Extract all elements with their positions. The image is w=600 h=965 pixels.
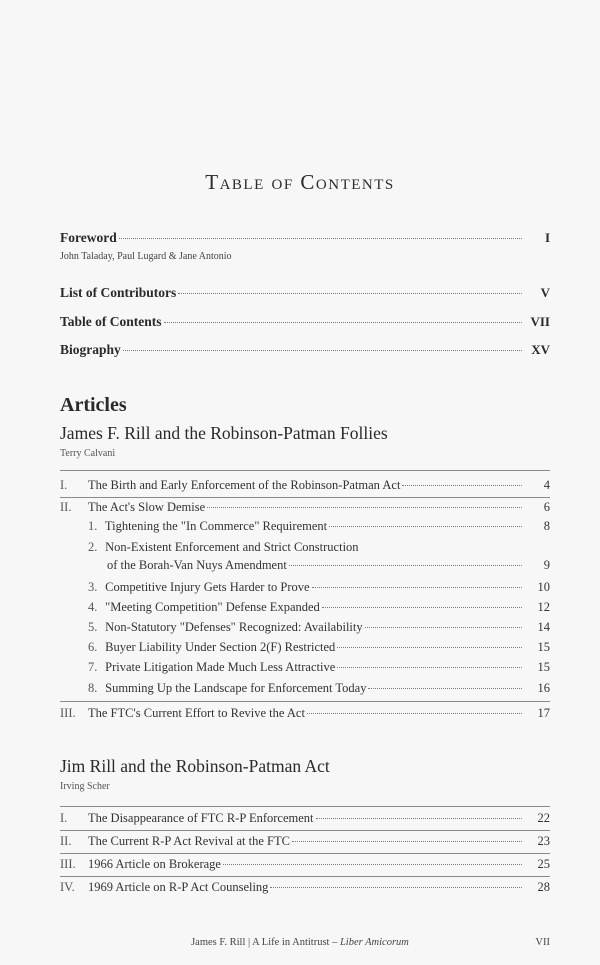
item-number: 2. (88, 540, 98, 554)
toc-section[interactable] (60, 857, 550, 872)
toc-entry-table-of-contents[interactable] (60, 314, 550, 330)
item-label: "Meeting Competition" Defense Expanded (105, 600, 320, 614)
section-page: 17 (537, 706, 550, 720)
entry-label: List of Contributors (60, 285, 177, 300)
dot-leader (312, 587, 522, 588)
entry-page: I (544, 230, 550, 245)
dot-leader (307, 713, 522, 714)
footer-page-number: VII (535, 937, 550, 948)
entry-page: XV (531, 342, 550, 357)
toc-item[interactable] (88, 681, 550, 696)
toc-item-line1[interactable] (88, 540, 550, 555)
section-label: 1966 Article on Brokerage (88, 857, 221, 871)
toc-entry-contributors[interactable] (60, 285, 550, 301)
section-divider (60, 701, 550, 702)
item-label-continued: of the Borah-Van Nuys Amendment (107, 558, 287, 572)
item-page: 8 (543, 519, 550, 533)
section-page: 4 (543, 478, 550, 492)
dot-leader (368, 688, 522, 689)
section-divider (60, 876, 550, 877)
toc-item[interactable] (88, 640, 550, 655)
item-number: 3. (88, 580, 98, 594)
section-number: III. (60, 706, 76, 720)
section-number: I. (60, 811, 68, 825)
section-label: The Disappearance of FTC R-P Enforcement (88, 811, 314, 825)
section-page: 6 (543, 500, 550, 514)
toc-entry-biography[interactable] (60, 342, 550, 358)
dot-leader (402, 485, 522, 486)
section-page: 25 (537, 857, 550, 871)
section-label: The Current R-P Act Revival at the FTC (88, 834, 290, 848)
dot-leader (178, 293, 522, 294)
section-divider (60, 470, 550, 471)
section-divider (60, 853, 550, 854)
section-page: 23 (537, 834, 550, 848)
item-label: Non-Statutory "Defenses" Recognized: Availability (105, 620, 363, 634)
item-label: Buyer Liability Under Section 2(F) Restricted (105, 640, 336, 654)
section-page: 28 (537, 880, 550, 894)
article-title: Jim Rill and the Robinson-Patman Act (60, 756, 330, 776)
section-label: The FTC's Current Effort to Revive the Act (88, 706, 305, 720)
item-page: 15 (537, 640, 550, 654)
item-page: 14 (537, 620, 550, 634)
item-label: Summing Up the Landscape for Enforcement Today (105, 681, 367, 695)
section-page: 22 (537, 811, 550, 825)
toc-entry-foreword[interactable] (60, 230, 550, 246)
articles-heading: Articles (60, 394, 127, 416)
item-page: 15 (537, 660, 550, 674)
item-page: 10 (537, 580, 550, 594)
dot-leader (365, 627, 522, 628)
item-label: Competitive Injury Gets Harder to Prove (105, 580, 310, 594)
section-number: III. (60, 857, 76, 871)
item-number: 6. (88, 640, 98, 654)
page-title: Table of Contents (205, 170, 395, 194)
dot-leader (270, 887, 522, 888)
dot-leader (337, 647, 522, 648)
dot-leader (164, 322, 522, 323)
dot-leader (123, 350, 522, 351)
section-label: The Act's Slow Demise (88, 500, 206, 514)
item-page: 16 (537, 681, 550, 695)
article-title: James F. Rill and the Robinson-Patman Follies (60, 423, 388, 443)
toc-section[interactable] (60, 811, 550, 826)
section-divider (60, 497, 550, 498)
entry-label: Table of Contents (60, 314, 162, 329)
article-author: Irving Scher (60, 781, 110, 792)
dot-leader (292, 841, 522, 842)
toc-item[interactable] (88, 600, 550, 615)
item-number: 8. (88, 681, 98, 695)
dot-leader (316, 818, 522, 819)
section-label: 1969 Article on R-P Act Counseling (88, 880, 269, 894)
footer-text: James F. Rill | A Life in Antitrust – (191, 937, 340, 948)
section-number: IV. (60, 880, 75, 894)
item-number: 7. (88, 660, 98, 674)
item-number: 1. (88, 519, 98, 533)
dot-leader (289, 565, 522, 566)
section-number: II. (60, 834, 72, 848)
toc-item[interactable] (88, 660, 550, 675)
section-number: II. (60, 500, 72, 514)
toc-item[interactable] (88, 519, 550, 534)
footer-italic: Liber Amicorum (339, 937, 409, 948)
section-label: The Birth and Early Enforcement of the Robinson-Patman Act (88, 478, 401, 492)
toc-item[interactable] (88, 580, 550, 595)
dot-leader (322, 607, 522, 608)
entry-page: VII (530, 314, 550, 329)
toc-section[interactable] (60, 706, 550, 721)
item-label: Tightening the "In Commerce" Requirement (104, 519, 328, 533)
item-page: 12 (537, 600, 550, 614)
entry-label: Biography (60, 342, 121, 357)
section-number: I. (60, 478, 68, 492)
toc-item-line2[interactable] (107, 558, 550, 573)
dot-leader (207, 507, 522, 508)
toc-section[interactable] (60, 834, 550, 849)
running-footer (0, 937, 600, 948)
item-label: Private Litigation Made Much Less Attractive (105, 660, 336, 674)
item-number: 5. (88, 620, 98, 634)
section-divider (60, 830, 550, 831)
foreword-authors: John Taladay, Paul Lugard & Jane Antonio (60, 251, 232, 262)
item-number: 4. (88, 600, 98, 614)
toc-section[interactable] (60, 500, 550, 515)
dot-leader (337, 667, 522, 668)
entry-label: Foreword (60, 230, 117, 245)
toc-section[interactable] (60, 880, 550, 895)
entry-page: V (540, 285, 550, 300)
dot-leader (119, 238, 522, 239)
item-page: 9 (543, 558, 550, 572)
toc-item[interactable] (88, 620, 550, 635)
item-label: Non-Existent Enforcement and Strict Construction (105, 540, 359, 554)
dot-leader (329, 526, 522, 527)
article-author: Terry Calvani (60, 448, 116, 459)
dot-leader (223, 864, 522, 865)
toc-section[interactable] (60, 478, 550, 493)
section-divider (60, 806, 550, 807)
